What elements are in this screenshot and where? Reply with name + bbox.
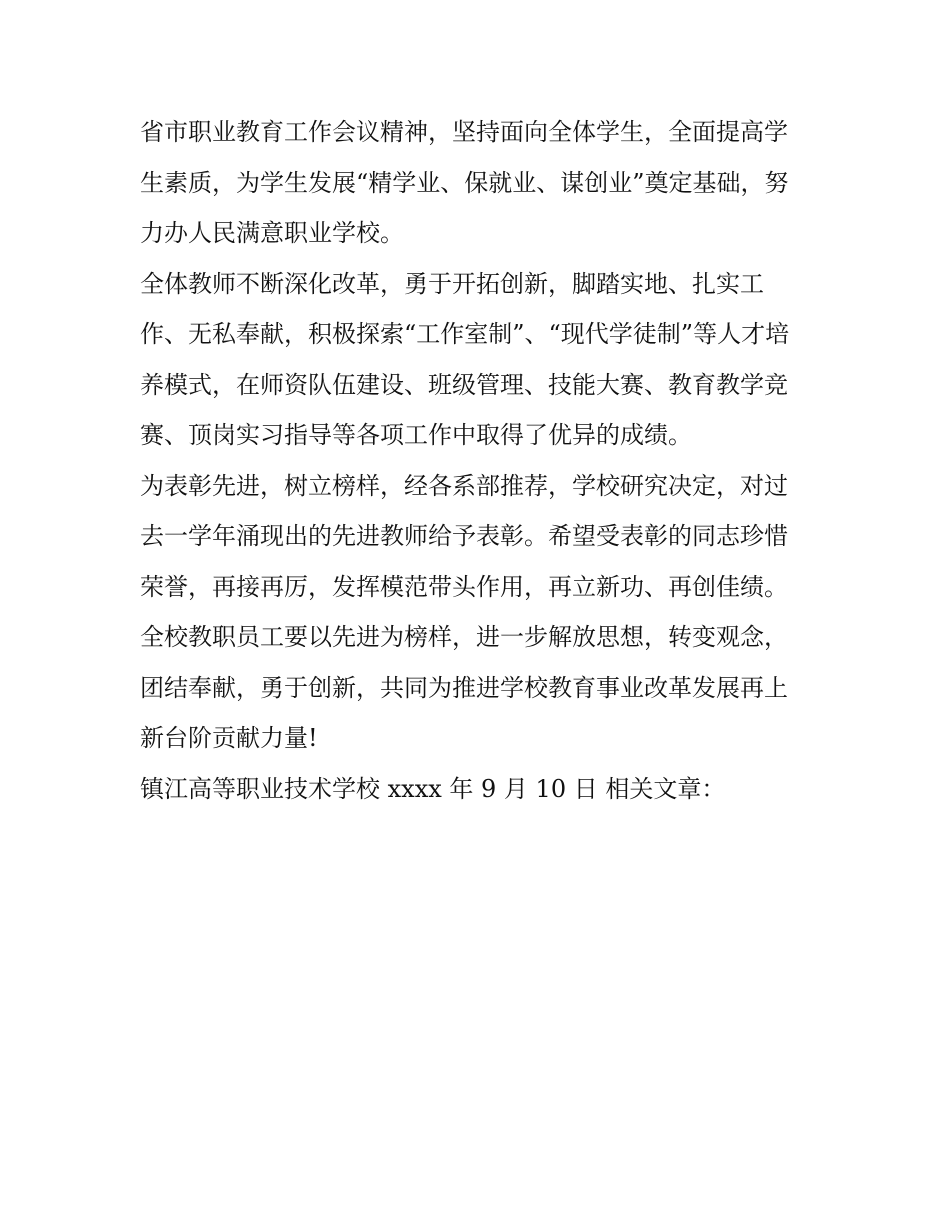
text-line: 生素质，为学生发展“精学业、保就业、谋创业”奠定基础，努 bbox=[140, 168, 789, 197]
signature-line: 镇江高等职业技术学校 xxxx 年 9 月 10 日 相关文章： bbox=[140, 774, 726, 803]
text-line: 省市职业教育工作会议精神，坚持面向全体学生，全面提高学 bbox=[140, 118, 788, 146]
text-line: 全校教职员工要以先进为榜样，进一步解放思想，转变观念， bbox=[140, 623, 788, 651]
document-body bbox=[140, 107, 820, 814]
text-line: 力办人民满意职业学校。 bbox=[140, 219, 404, 247]
text-line: 新台阶贡献力量! bbox=[140, 724, 318, 752]
text-line: 为表彰先进，树立榜样，经各系部推荐，学校研究决定，对过 bbox=[140, 471, 788, 500]
text-line: 赛、顶岗实习指导等各项工作中取得了优异的成绩。 bbox=[140, 421, 692, 449]
text-line: 荣誉，再接再厉，发挥模范带头作用，再立新功、再创佳绩。 bbox=[140, 572, 788, 601]
text-line: 全体教师不断深化改革，勇于开拓创新，脚踏实地、扎实工 bbox=[140, 269, 764, 298]
text-line: 养模式，在师资队伍建设、班级管理、技能大赛、教育教学竞 bbox=[140, 370, 788, 399]
text-line: 作、无私奉献，积极探索“工作室制”、“现代学徒制”等人才培 bbox=[140, 320, 790, 348]
text-line: 去一学年涌现出的先进教师给予表彰。希望受表彰的同志珍惜 bbox=[140, 522, 788, 550]
text-line: 团结奉献，勇于创新，共同为推进学校教育事业改革发展再上 bbox=[140, 673, 788, 702]
